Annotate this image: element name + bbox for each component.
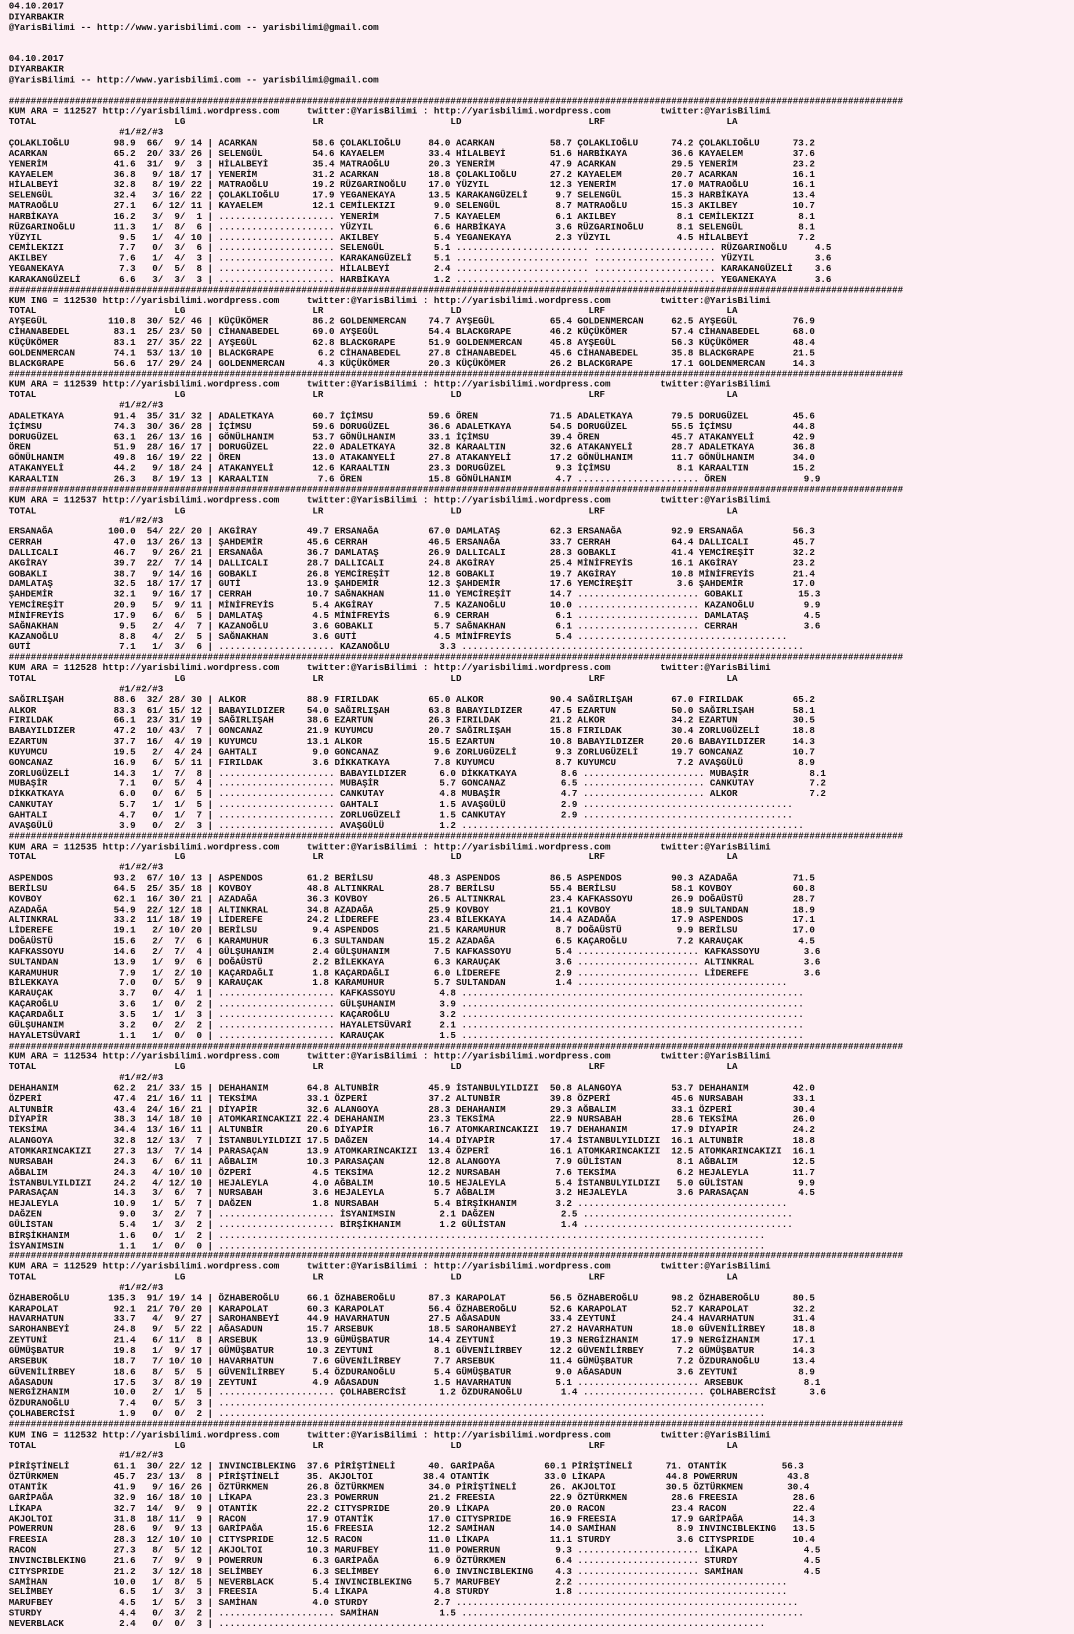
report-line: ÇOLHABERCİSİ 1.9 0/ 0/ 2 | ................................................................................................... [8, 1408, 766, 1419]
section-separator: ################################################################################################################################################################## [8, 484, 904, 495]
report-line: SAMİHAN 10.0 1/ 8/ 5 | NEVERBLACK 5.4 INVINCIBLEKING 5.7 MARUFBEY 2.2 ...................................... [8, 1576, 788, 1587]
report-line: GONCANAZ 16.9 6/ 5/ 11 | FIRILDAK 3.6 DİKKATKAYA 7.8 KUYUMCU 8.7 KUYUMCU 7.2 AVAŞGÜLÜ 8.9 [8, 757, 815, 768]
report-line: DORUGÜZEL 63.1 26/ 13/ 16 | GÖNÜLHANIM 53.7 GÖNÜLHANIM 33.1 İÇİMSU 39.4 ÖREN 45.7 ATAKANYELİ 42.9 [8, 431, 815, 443]
report-line: YEGANEKAYA 7.3 0/ 5/ 8 | ..................... HİLALBEYİ 2.4 ........................ ...................... KARAKANGÜZELİ 3.6 [8, 263, 832, 275]
report-line: AĞBALIM 24.3 4/ 10/ 10 | ÖZPERİ 4.5 TEKSİMA 12.2 NURSABAH 7.6 TEKSİMA 6.2 HEJALEYLA 11.7 [8, 1166, 815, 1178]
report-line: HAVARHATUN 33.7 4/ 9/ 27 | SAROHANBEYİ 44.9 HAVARHATUN 27.5 AĞASADUN 33.4 ZEYTUNİ 24.4 HAVARHATUN 31.4 [8, 1313, 815, 1325]
column-header: TOTAL LG LR LD LRF LA [8, 1061, 738, 1073]
race-header: KUM ING = 112532 http://yarisbilimi.wordpress.com twitter:@YarisBilimi : http://yarisbilimi.wordpress.com twitter:@YarisBilimi [8, 1429, 771, 1440]
report-line: GÜLİSTAN 5.4 1/ 3/ 2 | ..................... BİRŞİKHANIM 1.2 GÜLİSTAN 1.4 ...................................... [8, 1219, 793, 1230]
placing-header: #1/#2/#3 [8, 515, 164, 527]
column-header: TOTAL LG LR LD LRF LA [8, 1439, 738, 1451]
report-line: DEHAHANIM 62.2 21/ 33/ 15 | DEHAHANIM 64.8 ALTUNBİR 45.9 İSTANBULYILDIZI 50.8 ALANGOYA 53.7 DEHAHANIM 42.0 [8, 1082, 815, 1094]
report-line: İÇİMSU 74.3 30/ 36/ 28 | İÇİMSU 59.6 DORUGÜZEL 36.6 ADALETKAYA 54.5 DORUGÜZEL 55.5 İÇİMSU 44.8 [8, 421, 815, 432]
report-line: KARAMUHUR 7.9 1/ 2/ 10 | KAÇARDAĞLI 1.8 KAÇARDAĞLI 6.0 LİDEREFE 2.9 ...................... LİDEREFE 3.6 [8, 967, 821, 978]
column-header: TOTAL LG LR LD LRF LA [8, 673, 738, 684]
report-line: BERİLSU 64.5 25/ 35/ 18 | KOVBOY 48.8 ALTINKRAL 28.7 BERİLSU 55.4 BERİLSU 58.1 KOVBOY 60.8 [8, 883, 815, 894]
report-line: İSTANBULYILDIZI 24.2 4/ 12/ 10 | HEJALEYLA 4.0 AĞBALIM 10.5 HEJALEYLA 5.4 İSTANBULYILDIZI 5.0 GÜLİSTAN 9.9 [8, 1177, 815, 1188]
report-line: AVAŞGÜLÜ 3.9 0/ 2/ 3 | ..................... AVAŞGÜLÜ 1.2 .............................................................. [8, 820, 804, 831]
report-line: AKGİRAY 39.7 22/ 7/ 14 | DALLICALI 28.7 DALLICALI 24.8 AKGİRAY 25.4 MİNİFREYİS 16.1 AKGİRAY 23.2 [8, 557, 815, 569]
report-line: DIYARBAKIR [8, 11, 64, 23]
report-line: HİLALBEYİ 32.8 8/ 19/ 22 | MATRAOĞLU 19.2 RÜZGARINOĞLU 17.0 YÜZYIL 12.3 YENERİM 17.0 MATRAOĞLU 16.1 [8, 179, 815, 191]
report-line: @YarisBilimi -- http://www.yarisbilimi.com -- yarisbilimi@gmail.com [8, 74, 379, 86]
report-line: GARİPAĞA 32.9 16/ 18/ 10 | LİKAPA 23.3 POWERRUN 21.2 FREESIA 22.9 ÖZTÜRKMEN 28.6 FREESIA 28.6 [8, 1492, 815, 1503]
report-line: GOLDENMERCAN 74.1 53/ 13/ 10 | BLACKGRAPE 6.2 CİHANABEDEL 27.8 CİHANABEDEL 45.6 CİHANABEDEL 35.8 BLACKGRAPE 21.5 [8, 347, 815, 359]
report-line: INVINCIBLEKING 21.6 7/ 9/ 9 | POWERRUN 6.3 GARİPAĞA 6.9 ÖZTÜRKMEN 6.4 ...................... STURDY 4.5 [8, 1555, 821, 1566]
report-line: YÜZYIL 9.5 1/ 4/ 10 | ..................... AKILBEY 5.4 YEGANEKAYA 2.3 YÜZYIL 4.5 HİLALBEYİ 7.2 [8, 232, 815, 243]
report-line: ATOMKARINCAKIZI 27.3 13/ 7/ 14 | PARASAÇAN 13.9 ATOMKARINCAKIZI 13.4 ÖZPERİ 16.1 ATOMKARINCAKIZI 12.5 ATOMKARINCAKIZI 16.1 [8, 1145, 815, 1157]
report-line: LİDEREFE 19.1 2/ 10/ 20 | BERİLSU 9.4 ASPENDOS 21.5 KARAMUHUR 8.7 DOĞAÜSTÜ 9.9 BERİLSU 17.0 [8, 925, 815, 936]
placing-header: #1/#2/#3 [8, 683, 164, 695]
report-line: ASPENDOS 93.2 67/ 10/ 13 | ASPENDOS 61.2 BERİLSU 48.3 ASPENDOS 86.5 ASPENDOS 90.3 AZADAĞA 71.5 [8, 872, 815, 884]
report-line: ÖREN 51.9 28/ 16/ 17 | DORUGÜZEL 22.0 ADALETKAYA 32.8 KARAALTIN 32.6 ATAKANYELİ 28.7 ADALETKAYA 36.8 [8, 442, 815, 453]
report-line: FREESIA 28.3 12/ 10/ 10 | CITYSPRIDE 12.5 RACON 11.0 LİKAPA 11.1 STURDY 3.6 CITYSPRIDE 10.4 [8, 1534, 815, 1545]
report-line: GÜVENİLİRBEY 18.6 8/ 5/ 5 | GÜVENİLİRBEY 5.4 ÖZDURANOĞLU 5.4 GÜMÜŞBATUR 9.0 AĞASADUN 3.6 ZEYTUNİ 8.9 [8, 1366, 815, 1377]
report-line: KAFKASSOYU 14.6 2/ 7/ 4 | GÜLŞUHANIM 2.4 GÜLŞUHANIM 7.5 KAFKASSOYU 5.4 ...................... KAFKASSOYU 3.6 [8, 946, 821, 957]
report-line: POWERRUN 28.6 9/ 9/ 13 | GARİPAĞA 15.6 FREESIA 12.2 SAMİHAN 14.0 SAMİHAN 8.9 INVINCIBLEKING 13.5 [8, 1523, 815, 1535]
placing-header: #1/#2/#3 [8, 1072, 164, 1083]
section-separator: ################################################################################################################################################################## [8, 1040, 904, 1052]
report-line: CERRAH 47.0 13/ 26/ 13 | ŞAHDEMİR 45.6 CERRAH 46.5 ERSANAĞA 33.7 CERRAH 64.4 DALLICALI 45.7 [8, 536, 815, 548]
report-line: HARBİKAYA 16.2 3/ 9/ 1 | ..................... YENERİM 7.5 KAYAELEM 6.1 AKILBEY 8.1 CEMİLEKIZI 8.1 [8, 211, 815, 222]
section-separator: ################################################################################################################################################################## [8, 652, 904, 663]
report-line: İSYANIMSIN 1.1 1/ 0/ 0 | ................................................................................................... [8, 1240, 766, 1251]
report-line: DİYAPİR 38.3 14/ 18/ 10 | ATOMKARINCAKIZI 22.4 DEHAHANIM 23.3 TEKSİMA 22.9 NURSABAH 28.6 TEKSİMA 26.0 [8, 1114, 815, 1125]
report-line: GÖNÜLHANIM 49.8 16/ 19/ 22 | ÖREN 13.0 ATAKANYELİ 27.8 ATAKANYELİ 17.2 GÖNÜLHANIM 11.7 GÖNÜLHANIM 34.0 [8, 452, 815, 464]
report-line: NERGİZHANIM 10.0 2/ 1/ 5 | ..................... ÇOLHABERCİSİ 1.2 ÖZDURANOĞLU 1.4 ...................... ÇOLHABERCİSİ 3.6 [8, 1387, 826, 1398]
report-line: ADALETKAYA 91.4 35/ 31/ 32 | ADALETKAYA 60.7 İÇİMSU 59.6 ÖREN 71.5 ADALETKAYA 79.5 DORUGÜZEL 45.6 [8, 410, 815, 422]
report-line: ERSANAĞA 100.0 54/ 22/ 20 | AKGİRAY 49.7 ERSANAĞA 67.0 DAMLATAŞ 62.3 ERSANAĞA 92.9 ERSANAĞA 56.3 [8, 526, 815, 537]
blank-line [9, 44, 1036, 55]
report-line: CANKUTAY 5.7 1/ 1/ 5 | ..................... GAHTALI 1.5 AVAŞGÜLÜ 2.9 ...................................... [8, 799, 793, 810]
section-separator: ################################################################################################################################################################## [8, 1418, 904, 1430]
report-line: EZARTUN 37.7 16/ 4/ 19 | KUYUMCU 13.1 ALKOR 15.5 EZARTUN 10.8 BABAYILDIZER 20.6 BABAYILDIZER 14.3 [8, 736, 815, 747]
report-line: PİRİŞTİNELİ 61.1 30/ 22/ 12 | INVINCIBLEKING 37.6 PİRİŞTİNELİ 40. GARİPAĞA 60.1 PİRİŞTİNELİ 71. OTANTİK 56.3 [8, 1460, 804, 1472]
report-line: 04.10.2017 [8, 0, 64, 12]
placing-header: #1/#2/#3 [8, 862, 164, 873]
section-separator: ################################################################################################################################################################## [8, 95, 904, 107]
section-separator: ################################################################################################################################################################## [8, 830, 904, 842]
report-line: CITYSPRIDE 21.2 3/ 12/ 18 | SELİMBEY 6.3 SELİMBEY 6.0 INVINCIBLEKING 4.3 ...................... SAMİHAN 4.5 [8, 1565, 821, 1577]
column-header: TOTAL LG LR LD LRF LA [8, 1271, 738, 1283]
report-line: ALKOR 83.3 61/ 15/ 12 | BABAYILDIZER 54.0 SAĞIRLIŞAH 63.8 BABAYILDIZER 47.5 EZARTUN 50.0 SAĞIRLIŞAH 58.1 [8, 704, 815, 716]
report-line: ARSEBUK 18.7 7/ 10/ 10 | HAVARHATUN 7.6 GÜVENİLİRBEY 7.7 ARSEBUK 11.4 GÜMÜŞBATUR 7.2 ÖZDURANOĞLU 13.4 [8, 1355, 815, 1367]
report-line: GÜLŞUHANIM 3.2 0/ 2/ 2 | ..................... HAYALETSÜVARİ 2.1 .............................................................. [8, 1019, 804, 1031]
report-line: KARAALTIN 26.3 8/ 19/ 13 | KARAALTIN 7.6 ÖREN 15.8 GÖNÜLHANIM 4.7 ...................... ÖREN 9.9 [8, 473, 821, 485]
report-line: STURDY 4.4 0/ 3/ 2 | ..................... SAMİHAN 1.5 .............................................................. [8, 1607, 804, 1619]
report-line: KÜÇÜKÖMER 83.1 27/ 35/ 22 | AYŞEGÜL 62.8 BLACKGRAPE 51.9 GOLDENMERCAN 45.8 AYŞEGÜL 56.3 KÜÇÜKÖMER 48.4 [8, 337, 815, 348]
report-line: ÖZHABEROĞLU 135.3 91/ 19/ 14 | ÖZHABEROĞLU 66.1 ÖZHABEROĞLU 87.3 KARAPOLAT 56.5 ÖZHABEROĞLU 98.2 ÖZHABEROĞLU 80.5 [8, 1292, 815, 1304]
report-line: AYŞEGÜL 110.8 30/ 52/ 46 | KÜÇÜKÖMER 86.2 GOLDENMERCAN 74.7 AYŞEGÜL 65.4 GOLDENMERCAN 62.5 AYŞEGÜL 76.9 [8, 316, 815, 327]
report-line: KAYAELEM 36.8 9/ 18/ 17 | YENERİM 31.2 ACARKAN 18.8 ÇOLAKLIOĞLU 27.2 KAYAELEM 20.7 ACARKAN 16.1 [8, 169, 815, 180]
report-line: CİHANABEDEL 83.1 25/ 23/ 50 | CİHANABEDEL 69.0 AYŞEGÜL 54.4 BLACKGRAPE 46.2 KÜÇÜKÖMER 57.4 CİHANABEDEL 68.0 [8, 326, 815, 338]
report-line: SAĞNAKHAN 9.5 2/ 4/ 7 | KAZANOĞLU 3.6 GOBAKLI 5.7 SAĞNAKHAN 6.1 ...................... CERRAH 3.6 [8, 620, 821, 632]
report-line: DAMLATAŞ 32.5 18/ 17/ 17 | GUTİ 13.9 ŞAHDEMİR 12.3 ŞAHDEMİR 17.6 YEMCİREŞİT 3.6 ŞAHDEMİR 17.0 [8, 578, 815, 590]
section-separator: ################################################################################################################################################################## [8, 368, 904, 380]
column-header: TOTAL LG LR LD LRF LA [8, 305, 738, 317]
report-line: ÇOLAKLIOĞLU 98.9 66/ 9/ 14 | ACARKAN 58.6 ÇOLAKLIOĞLU 84.0 ACARKAN 58.7 ÇOLAKLIOĞLU 74.2 ÇOLAKLIOĞLU 73.2 [8, 137, 815, 149]
report-line: DIYARBAKIR [8, 63, 64, 75]
report-line: ALTINKRAL 33.2 11/ 18/ 19 | LİDEREFE 24.2 LİDEREFE 23.4 BİLEKKAYA 14.4 AZADAĞA 17.9 ASPENDOS 17.1 [8, 914, 815, 926]
report-line: YENERİM 41.6 31/ 9/ 3 | HİLALBEYİ 35.4 MATRAOĞLU 20.3 YENERİM 47.9 ACARKAN 29.5 YENERİM 23.2 [8, 158, 815, 170]
report-line: KAÇAROĞLU 3.6 1/ 0/ 2 | ..................... GÜLŞUHANIM 3.9 .............................................................. [8, 998, 804, 1010]
report-line: MATRAOĞLU 27.1 6/ 12/ 11 | KAYAELEM 12.1 CEMİLEKIZI 9.0 SELENGÜL 8.7 MATRAOĞLU 15.3 AKILBEY 10.7 [8, 200, 815, 212]
report-line: BLACKGRAPE 56.6 17/ 29/ 24 | GOLDENMERCAN 4.3 KÜÇÜKÖMER 20.3 KÜÇÜKÖMER 26.2 BLACKGRAPE 17.1 GOLDENMERCAN 14.3 [8, 358, 815, 369]
blank-line [9, 33, 1036, 44]
report-line: DAĞZEN 9.0 3/ 2/ 7 | ..................... İSYANIMSIN 2.1 DAĞZEN 2.5 ...................................... [8, 1208, 793, 1220]
report-line: ZEYTUNİ 21.4 6/ 11/ 8 | ARSEBUK 13.9 GÜMÜŞBATUR 14.4 ZEYTUNİ 19.3 NERGİZHANIM 17.9 NERGİZHANIM 17.1 [8, 1334, 815, 1346]
race-header: KUM ARA = 112527 http://yarisbilimi.wordpress.com twitter:@YarisBilimi : http://yarisbilimi.wordpress.com twitter:@YarisBilimi [8, 105, 771, 117]
report-line: KOVBOY 62.1 16/ 30/ 21 | AZADAĞA 36.3 KOVBOY 26.5 ALTINKRAL 23.4 KAFKASSOYU 26.9 DOĞAÜSTÜ 28.7 [8, 893, 815, 905]
report-line: MARUFBEY 4.5 1/ 5/ 3 | SAMİHAN 4.0 STURDY 2.7 .............................................................. [8, 1597, 799, 1608]
report-line: LİKAPA 32.7 14/ 9/ 9 | OTANTİK 22.2 CITYSPRIDE 20.9 LİKAPA 20.0 RACON 23.4 RACON 22.4 [8, 1502, 815, 1514]
report-line: ALTUNBİR 43.4 24/ 16/ 21 | DİYAPİR 32.6 ALANGOYA 28.3 DEHAHANIM 29.3 AĞBALIM 33.1 ÖZPERİ 30.4 [8, 1103, 815, 1115]
report-line: HEJALEYLA 10.9 1/ 5/ 7 | DAĞZEN 1.8 NURSABAH 5.4 BİRŞİKHANIM 3.2 ...................................... [8, 1198, 788, 1209]
race-header: KUM ARA = 112539 http://yarisbilimi.wordpress.com twitter:@YarisBilimi : http://yarisbilimi.wordpress.com twitter:@YarisBilimi [8, 379, 771, 390]
report-line: TEKSİMA 34.4 13/ 16/ 11 | ALTUNBİR 20.6 DİYAPİR 16.7 ATOMKARINCAKIZI 19.7 DEHAHANIM 17.9 DİYAPİR 24.2 [8, 1124, 815, 1136]
report-line: AZADAĞA 54.9 22/ 12/ 18 | ALTINKRAL 34.8 AZADAĞA 25.9 KOVBOY 21.1 KOVBOY 18.9 SULTANDAN 18.9 [8, 904, 815, 915]
report-line: AKJOLTOI 31.8 18/ 11/ 9 | RACON 17.9 OTANTİK 17.0 CITYSPRIDE 16.9 FREESIA 17.9 GARİPAĞA 14.3 [8, 1513, 815, 1524]
report-line: DALLICALI 46.7 9/ 26/ 21 | ERSANAĞA 36.7 DAMLATAŞ 26.9 DALLICALI 28.3 GOBAKLI 41.4 YEMCİREŞİT 32.2 [8, 547, 815, 558]
column-header: TOTAL LG LR LD LRF LA [8, 389, 738, 401]
report-line: ALANGOYA 32.8 12/ 13/ 7 | İSTANBULYILDIZI 17.5 DAĞZEN 14.4 DİYAPİR 17.4 İSTANBULYILDIZI 16.1 ALTUNBİR 18.8 [8, 1135, 815, 1146]
race-header: KUM ING = 112530 http://yarisbilimi.wordpress.com twitter:@YarisBilimi : http://yarisbilimi.wordpress.com twitter:@YarisBilimi [8, 295, 771, 306]
race-header: KUM ARA = 112535 http://yarisbilimi.wordpress.com twitter:@YarisBilimi : http://yarisbilimi.wordpress.com twitter:@YarisBilimi [8, 841, 771, 852]
report-line: KAZANOĞLU 8.8 4/ 2/ 5 | SAĞNAKHAN 3.6 GUTİ 4.5 MİNİFREYİS 5.4 ...................................... [8, 631, 788, 642]
report-line: CEMİLEKIZI 7.7 0/ 3/ 6 | ..................... SELENGÜL 5.1 ........................ ...................... RÜZGARINOĞLU 4.5 [8, 242, 832, 254]
placing-header: #1/#2/#3 [8, 1282, 164, 1293]
report-line: PARASAÇAN 14.3 3/ 6/ 7 | NURSABAH 3.6 HEJALEYLA 5.7 AĞBALIM 3.2 HEJALEYLA 3.6 PARASAÇAN 4.5 [8, 1187, 815, 1199]
report-line: ÖZDURANOĞLU 7.4 0/ 5/ 3 | ................................................................................................... [8, 1397, 766, 1409]
report-line: KARAUÇAK 3.7 0/ 4/ 1 | ..................... KAFKASSOYU 4.8 .............................................................. [8, 988, 804, 999]
report-line: AĞASADUN 17.5 3/ 8/ 19 | ZEYTUNİ 4.9 AĞASADUN 1.5 HAVARHATUN 5.1 ...................... ARSEBUK 8.1 [8, 1376, 821, 1388]
blank-line [9, 86, 1036, 97]
report-line: KARAKANGÜZELİ 6.6 3/ 3/ 3 | ..................... HARBİKAYA 1.2 ........................ ...................... YEGANEKAYA 3.6 [8, 274, 832, 285]
report-line: ŞAHDEMİR 32.1 9/ 16/ 17 | CERRAH 10.7 SAĞNAKHAN 11.0 YEMCİREŞİT 14.7 ...................... GOBAKLI 15.3 [8, 589, 821, 600]
report-line: NEVERBLACK 2.4 0/ 0/ 3 | ................................................................................................... [8, 1618, 766, 1629]
report-line: SAĞIRLIŞAH 88.6 32/ 28/ 30 | ALKOR 88.9 FIRILDAK 65.0 ALKOR 90.4 SAĞIRLIŞAH 67.0 FIRILDAK 65.2 [8, 694, 815, 705]
column-header: TOTAL LG LR LD LRF LA [8, 851, 738, 863]
report-line: RACON 27.3 8/ 5/ 12 | AKJOLTOI 10.3 MARUFBEY 11.0 POWERRUN 9.3 ...................... LİKAPA 4.5 [8, 1544, 821, 1556]
section-separator: ################################################################################################################################################################## [8, 1250, 904, 1262]
column-header: TOTAL LG LR LD LRF LA [8, 116, 738, 128]
report-line: SELENGÜL 32.4 3/ 16/ 22 | ÇOLAKLIOĞLU 17.9 YEGANEKAYA 13.5 KARAKANGÜZELİ 9.7 SELENGÜL 15.3 HARBİKAYA 13.4 [8, 190, 815, 201]
report-line: NURSABAH 24.3 6/ 6/ 11 | AĞBALIM 10.3 PARASAÇAN 12.8 ALANGOYA 7.9 GÜLİSTAN 8.1 AĞBALIM 12.5 [8, 1156, 815, 1167]
race-header: KUM ARA = 112528 http://yarisbilimi.wordpress.com twitter:@YarisBilimi : http://yarisbilimi.wordpress.com twitter:@YarisBilimi [8, 662, 771, 674]
section-separator: ################################################################################################################################################################## [8, 284, 904, 296]
report-line: @YarisBilimi -- http://www.yarisbilimi.com -- yarisbilimi@gmail.com [8, 21, 379, 33]
report-line: ÖZTÜRKMEN 45.7 23/ 13/ 8 | PİRİŞTİNELİ 35. AKJOLTOI 38.4 OTANTİK 33.0 LİKAPA 44.8 POWERRUN 43.8 [8, 1471, 810, 1482]
placing-header: #1/#2/#3 [8, 126, 164, 138]
placing-header: #1/#2/#3 [8, 1450, 164, 1461]
race-header: KUM ARA = 112537 http://yarisbilimi.wordpress.com twitter:@YarisBilimi : http://yarisbilimi.wordpress.com twitter:@YarisBilimi [8, 494, 771, 506]
report-line: KARAPOLAT 92.1 21/ 70/ 20 | KARAPOLAT 60.3 KARAPOLAT 56.4 ÖZHABEROĞLU 52.6 KARAPOLAT 52.7 KARAPOLAT 32.2 [8, 1303, 815, 1314]
race-header: KUM ARA = 112534 http://yarisbilimi.wordpress.com twitter:@YarisBilimi : http://yarisbilimi.wordpress.com twitter:@YarisBilimi [8, 1051, 771, 1062]
report-line: MUBAŞİR 7.1 0/ 5/ 4 | ..................... MUBAŞİR 5.7 GONCANAZ 6.5 ...................... CANKUTAY 7.2 [8, 778, 826, 789]
report-line: 04.10.2017 [8, 53, 64, 65]
report-line: AKILBEY 7.6 1/ 4/ 3 | ..................... KARAKANGÜZELİ 5.1 ........................ ...................... YÜZYIL 3.6 [8, 253, 832, 264]
report-line: MİNİFREYİS 17.9 6/ 6/ 5 | DAMLATAŞ 4.5 MİNİFREYİS 6.9 CERRAH 6.1 ...................... DAMLATAŞ 4.5 [8, 610, 821, 621]
report-line: BABAYILDIZER 47.2 10/ 43/ 7 | GONCANAZ 21.9 KUYUMCU 20.7 SAĞIRLIŞAH 15.8 FIRILDAK 30.4 ZORLUGÜZELİ 18.8 [8, 725, 815, 737]
report-line: ZORLUGÜZELİ 14.3 1/ 7/ 8 | ..................... BABAYILDIZER 6.0 DİKKATKAYA 8.6 ...................... MUBAŞİR 8.1 [8, 767, 826, 779]
report-line: GAHTALI 4.7 0/ 1/ 7 | ..................... ZORLUGÜZELİ 1.5 CANKUTAY 2.9 ...................................... [8, 809, 793, 821]
report-line: FIRILDAK 66.1 23/ 31/ 19 | SAĞIRLIŞAH 38.6 EZARTUN 26.3 FIRILDAK 21.2 ALKOR 34.2 EZARTUN 30.5 [8, 715, 815, 726]
report-line: KAÇARDAĞLI 3.5 1/ 1/ 3 | ..................... KAÇAROĞLU 3.2 .............................................................. [8, 1009, 804, 1020]
report-line: DİKKATKAYA 6.0 0/ 6/ 5 | ..................... CANKUTAY 4.8 MUBAŞİR 4.7 ...................... ALKOR 7.2 [8, 788, 826, 800]
report-line: OTANTİK 41.9 9/ 16/ 26 | ÖZTÜRKMEN 26.8 ÖZTÜRKMEN 34.0 PİRİŞTİNELİ 26. AKJOLTOI 30.5 ÖZTÜRKMEN 30.4 [8, 1481, 810, 1493]
column-header: TOTAL LG LR LD LRF LA [8, 505, 738, 516]
placing-header: #1/#2/#3 [8, 400, 164, 411]
report-line: RÜZGARINOĞLU 11.3 1/ 8/ 6 | ..................... YÜZYIL 6.6 HARBİKAYA 3.6 RÜZGARINOĞLU 8.1 SELENGÜL 8.1 [8, 221, 815, 233]
report-line: ÖZPERİ 47.4 21/ 16/ 11 | TEKSİMA 33.1 ÖZPERİ 37.2 ALTUNBİR 39.8 ÖZPERİ 45.6 NURSABAH 33.1 [8, 1093, 815, 1104]
report-line: YEMCİREŞİT 20.9 5/ 9/ 11 | MİNİFREYİS 5.4 AKGİRAY 7.5 KAZANOĞLU 10.0 ...................... KAZANOĞLU 9.9 [8, 599, 821, 611]
report-line: KUYUMCU 19.5 2/ 4/ 24 | GAHTALI 9.0 GONCANAZ 9.6 ZORLUGÜZELİ 9.3 ZORLUGÜZELİ 19.7 GONCANAZ 10.7 [8, 746, 815, 758]
report-line: SULTANDAN 13.9 1/ 9/ 6 | DOĞAÜSTÜ 2.2 BİLEKKAYA 6.3 KARAUÇAK 3.6 ...................... ALTINKRAL 3.6 [8, 956, 821, 968]
report-line: GOBAKLI 38.7 9/ 14/ 16 | GOBAKLI 26.8 YEMCİREŞİT 12.8 GOBAKLI 19.7 AKGİRAY 10.8 MİNİFREYİS 21.4 [8, 568, 815, 579]
report-line: GUTİ 7.1 1/ 3/ 6 | ..................... KAZANOĞLU 3.3 .............................................................. [8, 641, 804, 653]
report-line: ACARKAN 65.2 20/ 33/ 26 | SELENGÜL 54.6 KAYAELEM 33.4 HİLALBEYİ 51.6 HARBİKAYA 36.6 KAYAELEM 37.6 [8, 148, 815, 159]
race-header: KUM ARA = 112529 http://yarisbilimi.wordpress.com twitter:@YarisBilimi : http://yarisbilimi.wordpress.com twitter:@YarisBilimi [8, 1261, 771, 1272]
report-line: GÜMÜŞBATUR 19.8 1/ 9/ 17 | GÜMÜŞBATUR 10.3 ZEYTUNİ 8.1 GÜVENİLİRBEY 12.2 GÜVENİLİRBEY 7.2 GÜMÜŞBATUR 14.3 [8, 1345, 815, 1356]
report-line: ATAKANYELİ 44.2 9/ 18/ 24 | ATAKANYELİ 12.6 KARAALTIN 23.3 DORUGÜZEL 9.3 İÇİMSU 8.1 KARAALTIN 15.2 [8, 463, 815, 474]
report-line: SAROHANBEYİ 24.8 9/ 5/ 22 | AĞASADUN 15.7 ARSEBUK 18.5 SAROHANBEYİ 27.2 HAVARHATUN 18.0 GÜVENİLİRBEY 18.8 [8, 1324, 815, 1335]
report-line: SELİMBEY 6.5 1/ 3/ 3 | FREESIA 5.4 LİKAPA 4.8 STURDY 1.8 ...................................... [8, 1586, 788, 1598]
report-line: BİLEKKAYA 7.0 0/ 5/ 9 | KARAUÇAK 1.8 KARAMUHUR 5.7 SULTANDAN 1.4 ...................................... [8, 977, 788, 989]
report-line: BİRŞİKHANIM 1.6 0/ 1/ 2 | ................................................................................................... [8, 1229, 766, 1241]
report-line: HAYALETSÜVARİ 1.1 1/ 0/ 0 | ..................... KARAUÇAK 1.5 .............................................................. [8, 1030, 804, 1041]
report-line: DOĞAÜSTÜ 15.6 2/ 7/ 6 | KARAMUHUR 6.3 SULTANDAN 15.2 AZADAĞA 6.5 KAÇAROĞLU 7.2 KARAUÇAK 4.5 [8, 935, 815, 947]
